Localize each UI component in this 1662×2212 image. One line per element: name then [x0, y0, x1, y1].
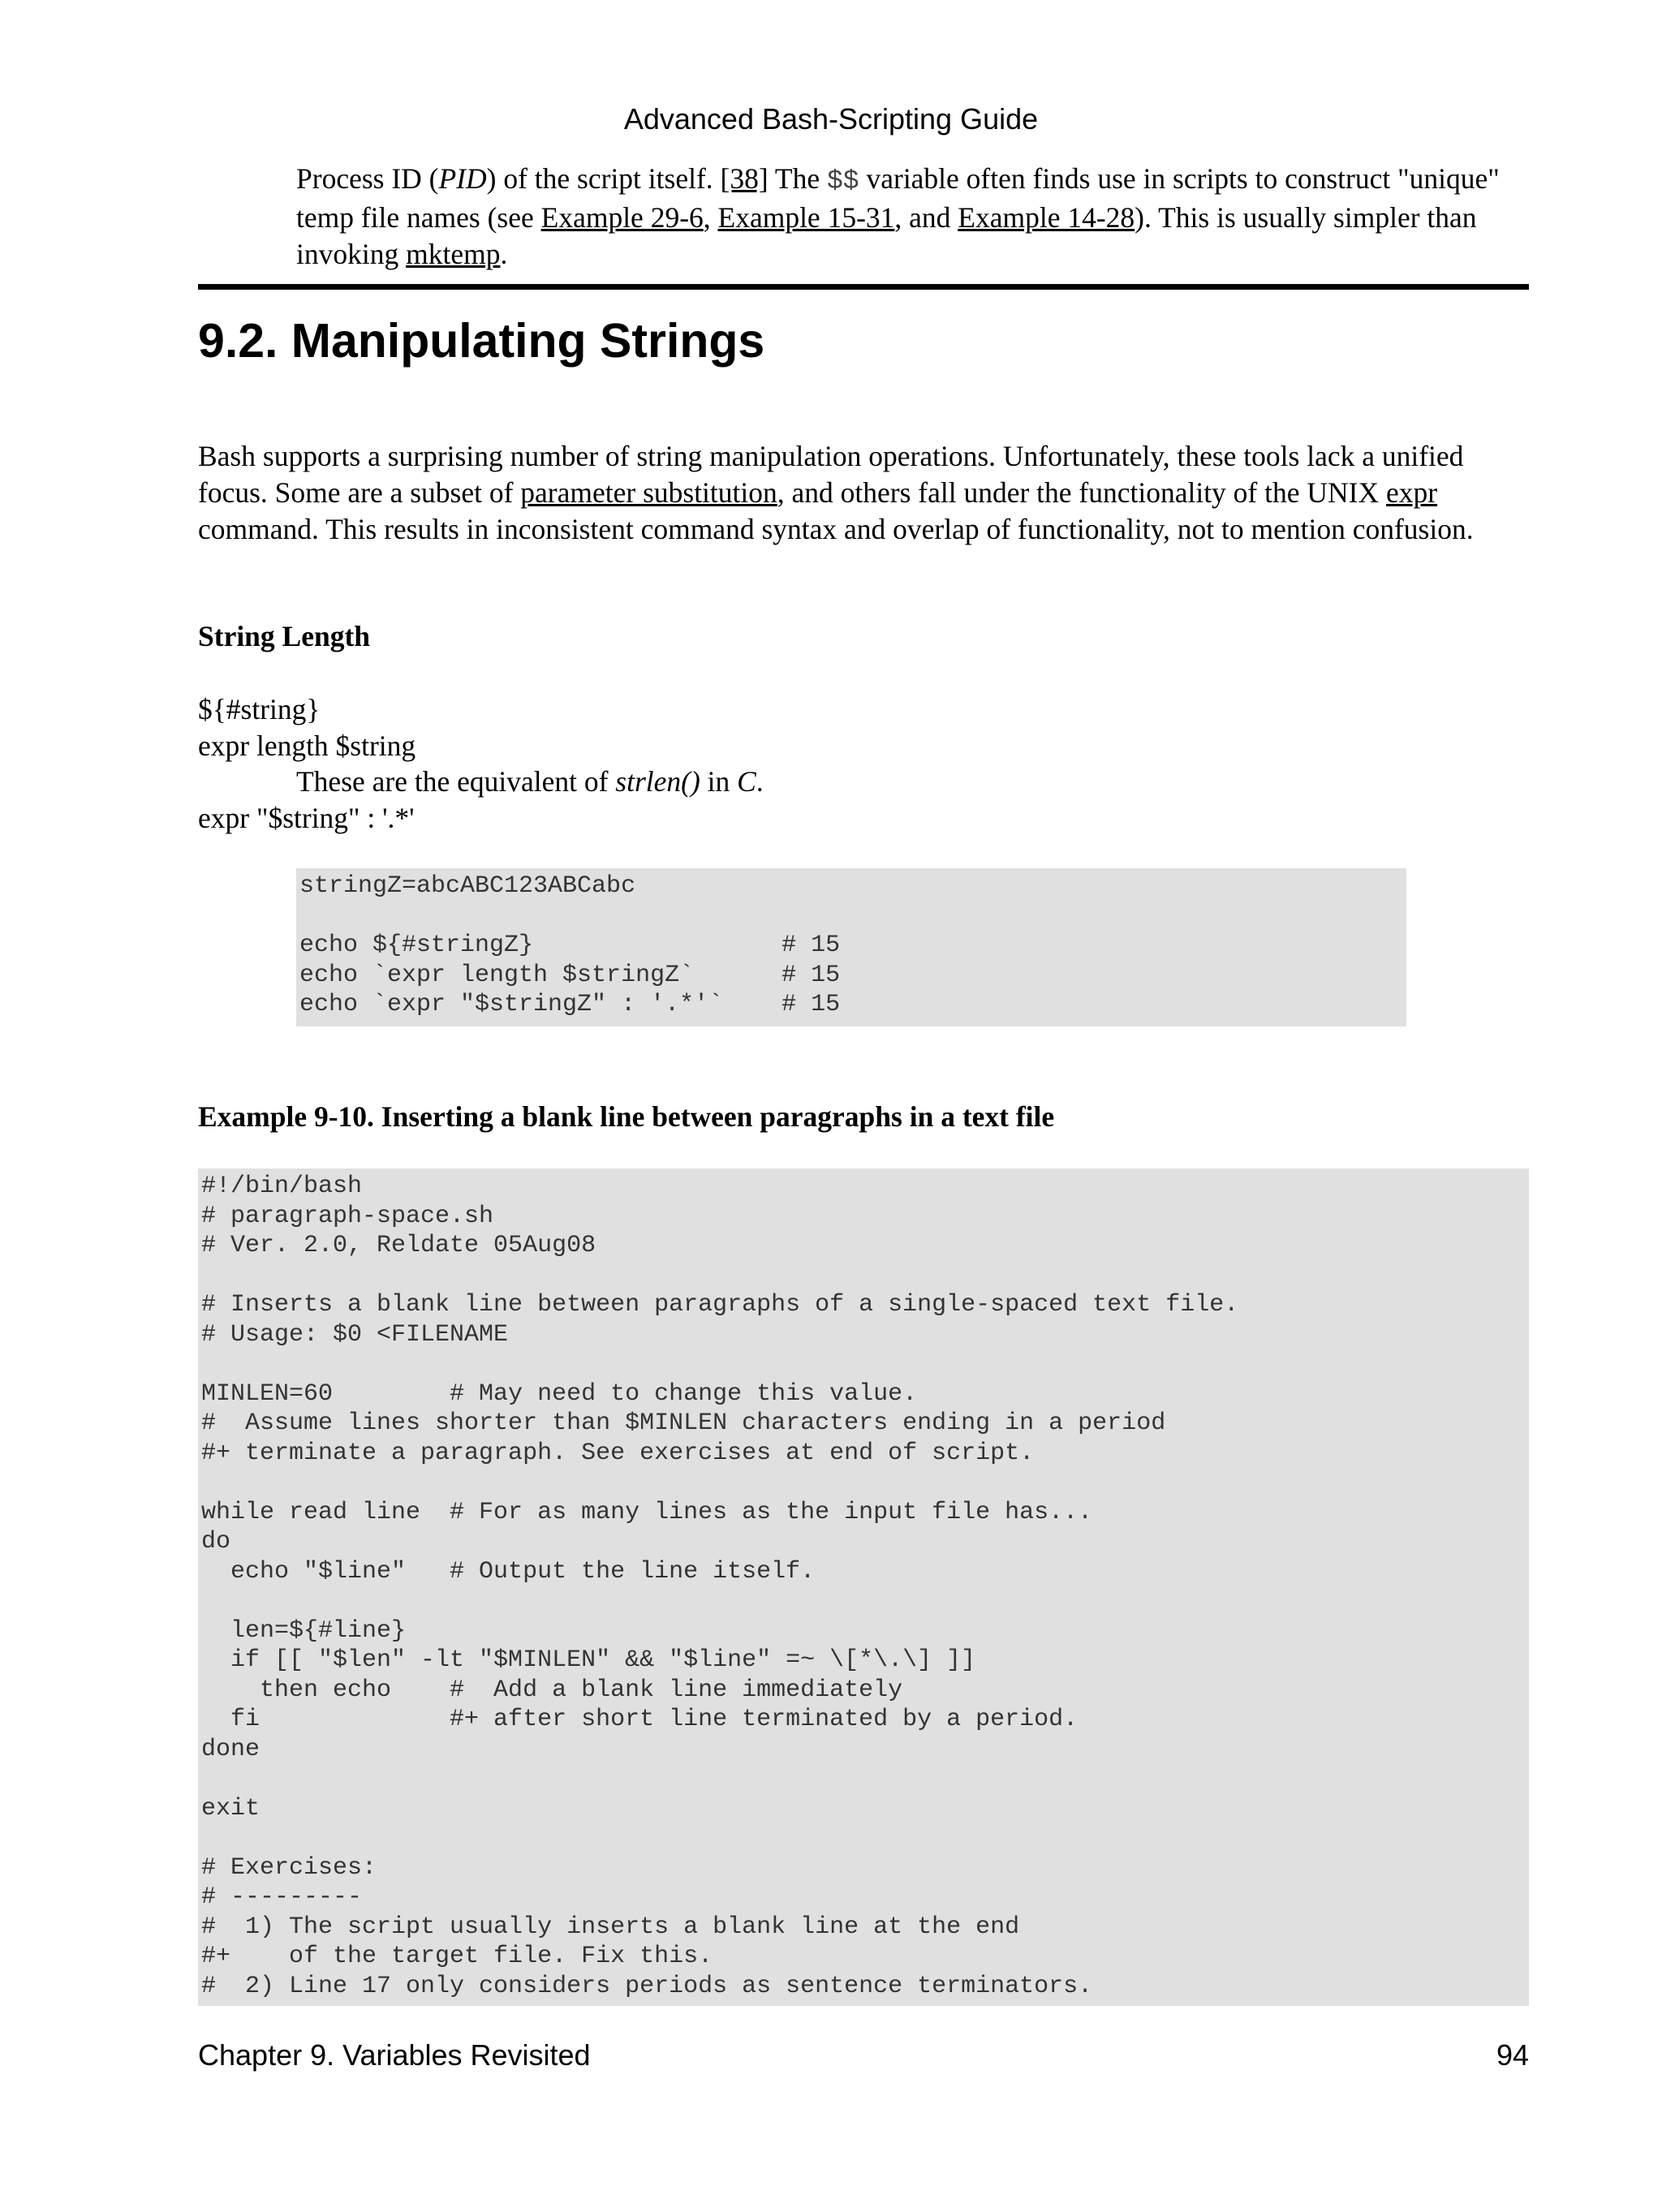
running-head-title: Advanced Bash-Scripting Guide: [623, 102, 1039, 136]
intro-text: The: [768, 162, 827, 195]
section-title: 9.2. Manipulating Strings: [198, 314, 765, 368]
link-example-15-31[interactable]: Example 15-31: [717, 201, 895, 234]
footer-chapter: Chapter 9. Variables Revisited: [198, 2038, 591, 2072]
intro-paragraph: [296, 161, 1538, 273]
intro-text: Process ID (: [296, 162, 439, 195]
footer-page-number: 94: [1496, 2038, 1529, 2072]
strlen-function: strlen(): [615, 765, 700, 798]
string-length-code-block: stringZ=abcABC123ABCabc echo ${#stringZ} # 15 echo `expr length $stringZ` # 15 echo `expr "$stringZ" : '.*'` # 15: [296, 868, 1406, 1026]
string-length-heading: String Length: [198, 620, 371, 652]
example-title: Example 9-10. Inserting a blank line between paragraphs in a text file: [198, 1100, 1055, 1133]
section-intro-paragraph: [198, 438, 1529, 548]
example-code-block: #!/bin/bash # paragraph-space.sh # Ver. 2.0, Reldate 05Aug08 # Inserts a blank line between paragraphs of a single-spaced text file. # Usage: $0 <FILENAME MINLEN=60 # May need to change this value. # Assume lines shorter than $MINLEN characters ending in a period #+ terminate a paragraph. See exercises at end of script. while read line # For as many lines as the input file has... do echo "$line" # Output the line itself. len=${#line} if [[ "$len" -lt "$MINLEN" && "$line" =~ \[*\.\] ]] then echo # Add a blank line immediately fi #+ after short line terminated by a period. done exit # Exercises: # --------- # 1) The script usually inserts a blank line at the end #+ of the target file. Fix this. # 2) Line 17 only considers periods as sentence terminators.: [198, 1168, 1529, 2006]
term-hash-string: ${#string}: [198, 693, 321, 725]
intro-text: variable often finds use in scripts to construct "unique" temp file names (see: [296, 162, 1500, 234]
link-mktemp[interactable]: mktemp: [406, 238, 501, 270]
intro-text: .: [500, 238, 508, 270]
link-expr[interactable]: expr: [1385, 476, 1438, 509]
intro-text: , and: [894, 201, 958, 234]
term-expr-length: expr length $string: [198, 729, 416, 762]
body-text: command. This results in inconsistent command syntax and overlap of functionality, not to mention confusion.: [198, 513, 1474, 545]
body-text: , and others fall under the functionality of the UNIX: [777, 476, 1386, 509]
pid-term: PID: [438, 162, 487, 195]
body-text: Bash supports a surprising number of string manipulation operations. Unfortunately, these tools lack a unified focus. Some are a subset of: [198, 440, 1464, 509]
desc-text: in: [700, 765, 738, 798]
link-example-14-28[interactable]: Example 14-28: [958, 201, 1135, 234]
term-description: [296, 764, 764, 800]
intro-text: ,: [703, 201, 718, 234]
desc-text: .: [756, 765, 764, 798]
pid-variable: $$: [827, 166, 859, 196]
intro-text: ). This is usually simpler than invoking: [296, 201, 1477, 270]
link-example-29-6[interactable]: Example 29-6: [540, 201, 704, 234]
desc-text: These are the equivalent of: [296, 765, 616, 798]
section-divider: [198, 284, 1529, 290]
intro-text: ) of the script itself.: [486, 162, 721, 195]
c-language: C: [737, 765, 756, 798]
term-expr-match: expr "$string" : '.*': [198, 802, 415, 834]
footnote-link-38[interactable]: [38]: [720, 162, 769, 195]
link-parameter-substitution[interactable]: parameter substitution: [520, 476, 777, 509]
